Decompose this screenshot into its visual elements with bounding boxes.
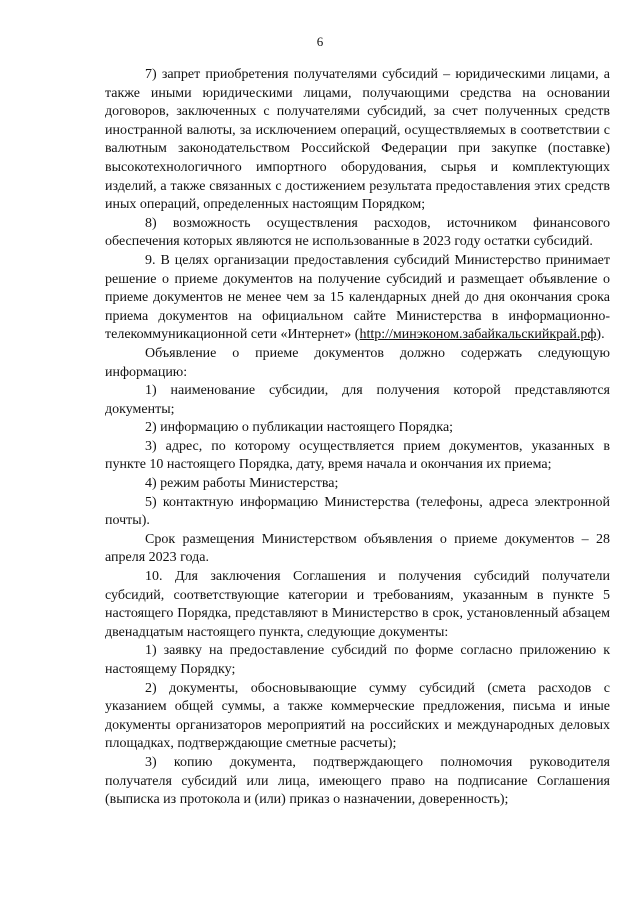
paragraph-clause-9 — [105, 252, 610, 345]
list-item-3: 3) адрес, по которому осуществляется прием документов, указанных в пункте 10 настоящего Порядка, дату, время начала и окончания их приема; — [105, 438, 610, 473]
paragraph-deadline: Срок размещения Министерством объявления о приеме документов – 28 апреля 2023 года. — [105, 531, 610, 566]
paragraph-item-7: 7) запрет приобретения получателями субсидий – юридическими лицами, а также иными юридическими лицами, получающими средства на основании договоров, заключенных с получателями субсидий, за счет полученных средств иностранной валюты, за исключением операций, осуществляемых в соответствии с валютным законодательством Российской Федерации при закупке (поставке) высокотехнологичного импортного оборудования, сырья и комплектующих изделий, а также связанных с достижением результата предоставления этих средств иных операций, определенных настоящим Порядком; — [105, 67, 610, 213]
page-number: 6 — [316, 34, 324, 49]
ministry-website-link[interactable]: http://минэконом.забайкальскийкрай.рф — [359, 327, 597, 343]
paragraph-clause-9-tail: ). — [596, 327, 605, 343]
document-item-3: 3) копию документа, подтверждающего полномочия руководителя получателя субсидий или лица, имеющего право на подписание Соглашения (выписка из протокола и (или) приказ о назначении, доверенность); — [105, 754, 610, 808]
list-item-2: 2) информацию о публикации настоящего Порядка; — [145, 420, 454, 436]
document-item-1: 1) заявку на предоставление субсидий по форме согласно приложению к настоящему Порядку; — [105, 643, 610, 677]
paragraph-item-8: 8) возможность осуществления расходов, источником финансового обеспечения которых являются не использованные в 2023 году остатки субсидий. — [105, 215, 610, 250]
list-item-5: 5) контактную информацию Министерства (телефоны, адреса электронной почты). — [105, 494, 610, 529]
list-item-1: 1) наименование субсидии, для получения которой представляются документы; — [105, 383, 610, 417]
paragraph-announcement-content: Объявление о приеме документов должно содержать следующую информацию: — [105, 345, 610, 380]
paragraph-clause-10: 10. Для заключения Соглашения и получения субсидий получатели субсидий, соответствующие категории и требованиям, указанным в пункте 5 настоящего Порядка, представляют в Министерство в срок, установленный абзацем двенадцатым настоящего пункта, следующие документы: — [105, 569, 610, 640]
paragraph-clause-9-text: 9. В целях организации предоставления субсидий Министерство принимает решение о приеме документов на получение субсидий и размещает объявление о приеме документов не менее чем за 15 календарных дней до дня окончания срока приема документов на официальном сайте Министерства в информационно-телекоммуникационной сети «Интернет» ( — [105, 252, 610, 343]
list-item-4: 4) режим работы Министерства; — [145, 476, 339, 492]
document-item-2: 2) документы, обосновывающие сумму субсидий (смета расходов с указанием общей суммы, а также коммерческие предложения, письма и иные документы организаторов мероприятий на российских и международных деловых площадках, подтверждающие сметные расчеты); — [105, 680, 610, 752]
document-body — [105, 66, 610, 810]
